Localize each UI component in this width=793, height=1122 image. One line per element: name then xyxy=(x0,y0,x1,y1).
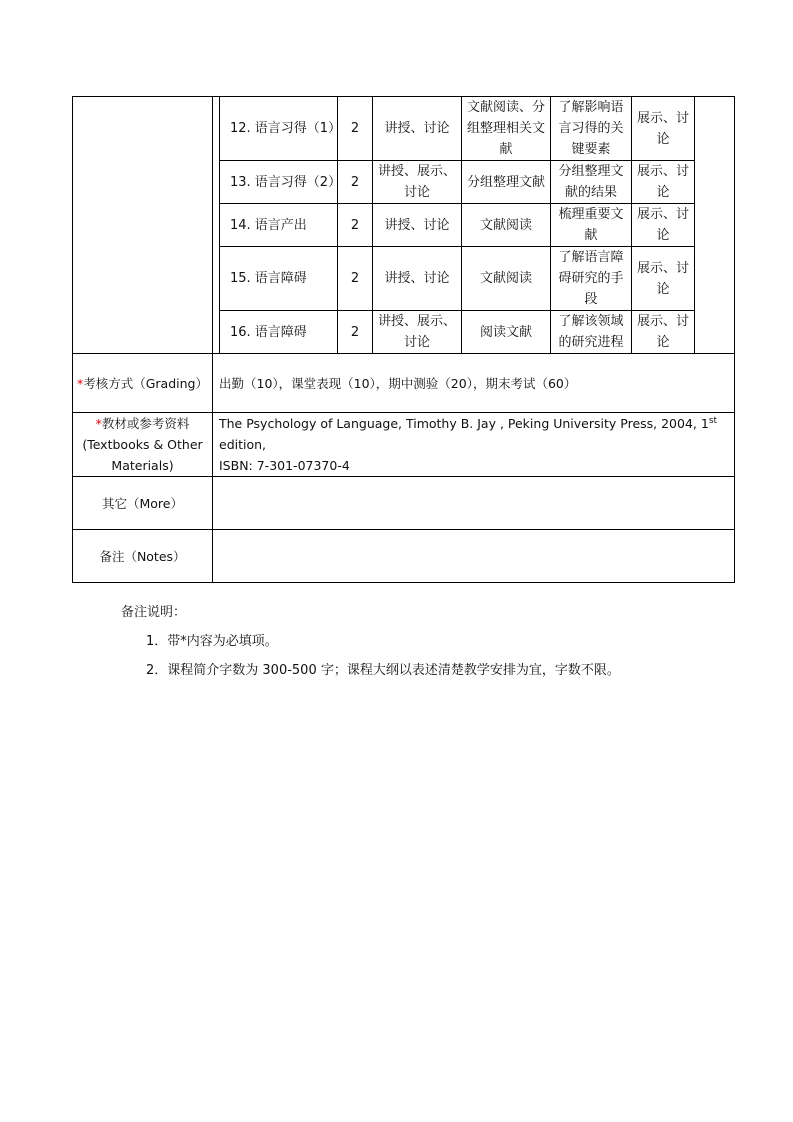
topic-cell: 14. 语言产出 xyxy=(220,204,338,247)
textbooks-row xyxy=(73,413,735,477)
right-gap-cell xyxy=(695,161,735,204)
schedule-row xyxy=(73,97,735,354)
footnote-item: 1．带*内容为必填项。 xyxy=(146,634,278,649)
hours-cell: 2 xyxy=(338,311,373,354)
notes-label: 备注（Notes） xyxy=(73,530,213,583)
required-mark: * xyxy=(76,375,84,391)
reading-cell: 文献阅读 xyxy=(462,247,551,311)
assessment-cell: 展示、讨论 xyxy=(632,247,695,311)
method-cell: 讲授、讨论 xyxy=(373,204,462,247)
required-mark: * xyxy=(95,416,102,431)
assessment-cell: 展示、讨论 xyxy=(632,97,695,161)
isbn: ISBN: 7-301-07370-4 xyxy=(219,458,350,473)
reading-cell: 分组整理文献 xyxy=(462,161,551,204)
schedule-row-4 xyxy=(220,247,735,311)
assessment-cell: 展示、讨论 xyxy=(632,161,695,204)
grading-value: 出勤（10），课堂表现（10），期中测验（20），期末考试（60） xyxy=(213,354,735,413)
hours-cell: 2 xyxy=(338,97,373,161)
footnotes xyxy=(121,598,620,685)
method-cell: 讲授、讨论 xyxy=(373,97,462,161)
assessment-cell: 展示、讨论 xyxy=(632,311,695,354)
textbooks-value xyxy=(213,413,735,477)
reading-cell: 文献阅读、分组整理相关文献 xyxy=(462,97,551,161)
method-cell: 讲授、展示、讨论 xyxy=(373,161,462,204)
grading-label: *考核方式（Grading） xyxy=(73,354,213,413)
right-gap-cell xyxy=(695,204,735,247)
hours-cell: 2 xyxy=(338,161,373,204)
more-value xyxy=(213,477,735,530)
footnotes-heading: 备注说明： xyxy=(121,605,187,620)
topic-cell: 16. 语言障碍 xyxy=(220,311,338,354)
reading-cell: 文献阅读 xyxy=(462,204,551,247)
right-gap-cell xyxy=(695,311,735,354)
goal-cell: 了解语言障碍研究的手段 xyxy=(551,247,632,311)
schedule-cell xyxy=(213,97,735,354)
goal-cell: 了解该领域的研究进程 xyxy=(551,311,632,354)
syllabus-table xyxy=(72,96,735,583)
schedule-row-5 xyxy=(220,311,735,354)
topic-cell: 13. 语言习得（2） xyxy=(220,161,338,204)
assessment-cell: 展示、讨论 xyxy=(632,204,695,247)
schedule-row-3 xyxy=(220,204,735,247)
more-row xyxy=(73,477,735,530)
right-gap-cell xyxy=(695,247,735,311)
citation: The Psychology of Language, Timothy B. Jay , Peking University Press, 2004, 1st edition, xyxy=(219,415,718,452)
hours-cell: 2 xyxy=(338,247,373,311)
textbooks-label: *教材或参考资料 (Textbooks & Other Materials) xyxy=(73,413,213,477)
goal-cell: 了解影响语言习得的关键要素 xyxy=(551,97,632,161)
schedule-row-2 xyxy=(220,161,735,204)
schedule-label-cell xyxy=(73,97,213,354)
topic-cell: 15. 语言障碍 xyxy=(220,247,338,311)
topic-cell: 12. 语言习得（1） xyxy=(220,97,338,161)
more-label: 其它（More） xyxy=(73,477,213,530)
notes-value xyxy=(213,530,735,583)
goal-cell: 梳理重要文献 xyxy=(551,204,632,247)
schedule-table xyxy=(219,97,735,353)
reading-cell: 阅读文献 xyxy=(462,311,551,354)
method-cell: 讲授、展示、讨论 xyxy=(373,311,462,354)
goal-cell: 分组整理文献的结果 xyxy=(551,161,632,204)
grading-row xyxy=(73,354,735,413)
notes-row xyxy=(73,530,735,583)
method-cell: 讲授、讨论 xyxy=(373,247,462,311)
footnote-item: 2．课程简介字数为 300-500 字；课程大纲以表述清楚教学安排为宜，字数不限。 xyxy=(146,663,620,678)
hours-cell: 2 xyxy=(338,204,373,247)
right-gap-cell xyxy=(695,97,735,161)
schedule-row-1 xyxy=(220,97,735,161)
